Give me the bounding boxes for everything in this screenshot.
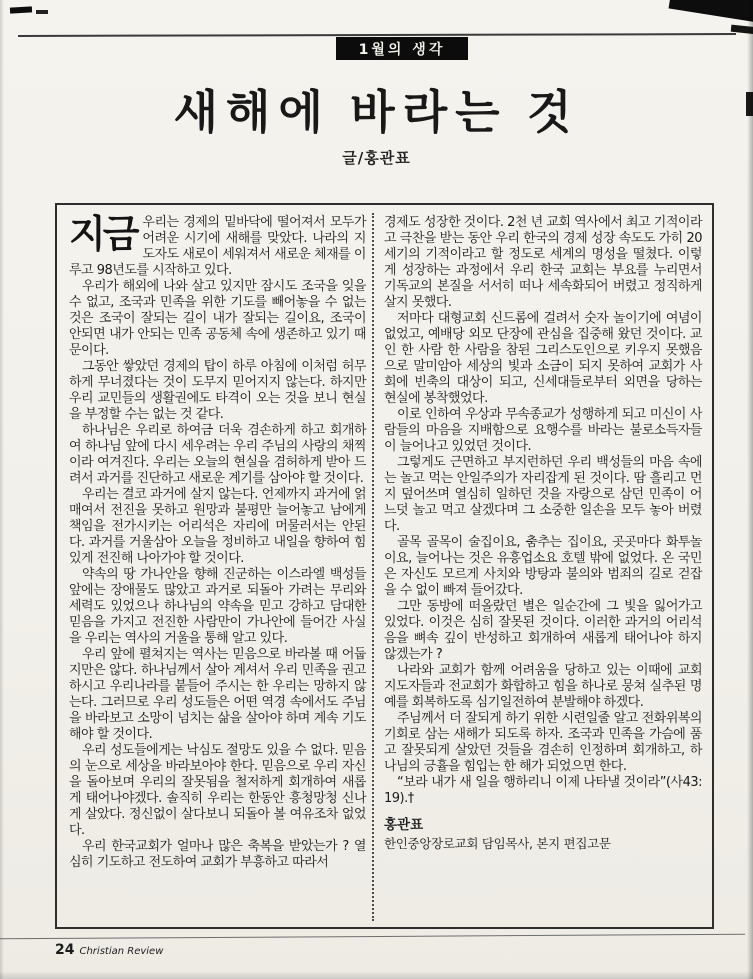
right-column: [375, 213, 704, 921]
section-badge-label: 1월의 생각: [358, 41, 446, 58]
section-badge: [336, 37, 468, 60]
page-number: 24: [55, 942, 75, 958]
dropcap: 지금: [69, 212, 137, 256]
scan-edge-shadow: [0, 971, 753, 979]
paragraph: 이로 인하여 우상과 무속종교가 성행하게 되고 미신이 사람들의 마음을 지배함으로 요행수를 바라는 불로소득자들이 늘어나고 있었던 것이다.: [384, 407, 702, 454]
paragraph: 그동안 쌓았던 경제의 탑이 하루 아침에 이처럼 허무하게 무너졌다는 것이 도무지 믿어지지 않는다. 하지만 우리 교민들의 생활권에도 타격이 오는 것을 보니 현실을 부정할 수는 없는 것 같다.: [69, 359, 366, 422]
paragraph: 나라와 교회가 함께 어려움을 당하고 있는 이때에 교회 지도자들과 전교회가 화합하고 힘을 하나로 뭉쳐 실추된 명예를 회복하도록 심기일전하여 분발해야 하겠다.: [384, 663, 702, 710]
scan-artifact: [10, 6, 32, 13]
paragraph-text: 우리는 경제의 밑바닥에 떨어져서 모두가 어려운 시기에 새해를 맞았다. 나라의 지도자도 새로이 세워져서 새로운 체재를 이루고 98년도를 시작하고 있다.: [69, 215, 366, 278]
author-bio: 한인중앙장로교회 담임목사, 본지 편집고문: [384, 836, 611, 851]
byline: 글/홍관표: [342, 149, 411, 167]
magazine-name: Christian Review: [79, 946, 164, 957]
paragraph: 우리 한국교회가 얼마나 많은 축복을 받았는가 ? 열심히 기도하고 전도하여 교회가 부흥하고 따라서: [69, 839, 366, 870]
author-block: [384, 817, 702, 852]
author-name: 홍관표: [384, 817, 424, 833]
paragraph: 우리가 해외에 나와 살고 있지만 잠시도 조국을 잊을 수 없고, 조국과 민족을 위한 기도를 빼어놓을 수 없는 것은 조국이 잘되는 길이 내가 잘되는 길이요, 조국이 안되면 내가 안되는 민족 공동체 속에 생존하고 있기 때문이다.: [69, 279, 366, 358]
column-divider: [372, 213, 374, 921]
scan-artifact: [669, 0, 753, 23]
paragraph: 그만 동방에 떠올랐던 별은 일순간에 그 빛을 잃어가고 있었다. 이것은 심히 잘못된 것이다. 이러한 과거의 어리석음을 뼈속 깊이 반성하고 회개하여 새롭게 태어나야 하지 않겠는가 ?: [384, 599, 702, 662]
article-title: 새해에 바라는 것: [173, 87, 580, 138]
paragraph: 저마다 대형교회 신드롬에 걸려서 숫자 놀이기에 여념이 없었고, 예배당 외모 단장에 관심을 집중해 왔던 것이다. 교인 한 사람 한 사람을 참된 그리스도인으로 키우지 못했음으로 말미암아 세상의 빛과 소금이 되지 못하여 교회가 사회에 빈축의 대상이 되고, 신세대들로부터 외면을 당하는 현실에 봉착했었다.: [384, 311, 702, 406]
paragraph: 하나님은 우리로 하여금 더욱 겸손하게 하고 회개하여 하나님 앞에 다시 세우려는 우리 주님의 사랑의 채찍이라 여겨진다. 우리는 오늘의 현실을 겸허하게 받아 드려서 과거를 진단하고 새로운 계기를 삼아야 할 것이다.: [69, 423, 366, 486]
paragraph: 약속의 땅 가나안을 향해 진군하는 이스라엘 백성들 앞에는 장애물도 많았고 과거로 되돌아 가려는 무리와 세력도 있었으나 하나님의 약속을 믿고 강하고 담대한 믿음을 가지고 전진한 사람만이 가나안에 들어간 사실을 우리는 역사의 거울을 통해 알고 있다.: [69, 567, 366, 646]
scan-artifact: [36, 10, 48, 14]
scripture-quote: “보라 내가 새 일을 행하리니 이제 나타낼 것이라”(사43:19).†: [384, 775, 702, 806]
paragraph: 주님께서 더 잘되게 하기 위한 시련일줄 알고 전화위복의 기회로 삼는 새해가 되도록 하자. 조국과 민족을 가슴에 품고 잘못되게 살았던 것들을 겸손히 인정하며 회개하고, 하나님의 긍휼을 힘입는 한 해가 되었으면 한다.: [384, 711, 702, 774]
paragraph: 골목 골목이 술집이요, 춤추는 집이요, 곳곳마다 화투놀이요, 늘어나는 것은 유흥업소요 호텔 밖에 없었다. 온 국민은 자신도 모르게 사치와 방탕과 불의와 범죄의 길로 걷잡을 수 없이 빠져 들어갔다.: [384, 535, 702, 598]
paragraph: 우리 성도들에게는 낙심도 절망도 있을 수 없다. 믿음의 눈으로 세상을 바라보아야 한다. 믿음으로 우리 자신을 돌아보며 우리의 잘못됨을 철저하게 회개하여 새롭게 태어나야겠다. 솔직히 우리는 한동안 흥청망청 신나게 살았다. 정신없이 살다보니 되돌아 볼 여유조차 없었다.: [69, 743, 366, 838]
paragraph: [69, 212, 366, 279]
paragraph: 그렇게도 근면하고 부지런하던 우리 백성들의 마음 속에는 놀고 먹는 안일주의가 자리잡게 된 것이다. 땀 흘리고 먼지 덮어쓰며 열심히 일하던 것을 자랑으로 삼던 민족이 어느덧 놀고 먹고 살겠다며 그 소중한 일손을 모두 놓아 버렸다.: [384, 455, 702, 534]
paragraph: 우리는 결코 과거에 살지 않는다. 언제까지 과거에 얽매여서 전진을 못하고 원망과 불평만 늘어놓고 남에게 책임을 전가시키는 어리석은 자리에 머물러서는 안된다. 과거를 거울삼아 오늘을 정비하고 내일을 향하여 힘있게 전진해 나아가야 할 것이다.: [69, 487, 366, 566]
left-column: [65, 213, 371, 921]
scan-line: [0, 934, 745, 940]
paragraph: 경제도 성장한 것이다. 2천 년 교회 역사에서 최고 기적이라고 극찬을 받는 동안 우리 한국의 경제 성장 속도도 가히 20세기의 기적이라고 할 정도로 세계의 명성을 떨쳤다. 이렇게 성장하는 과정에서 우리 한국 교회는 부요를 누리면서 기독교의 본질을 서서히 떠나 세속화되어 버렸고 정직하게 살지 못했다.: [384, 215, 702, 310]
paragraph: 우리 앞에 펼쳐지는 역사는 믿음으로 바라볼 때 어둡지만은 않다. 하나님께서 살아 계셔서 우리 민족을 권고하시고 우리나라를 붙들어 주시는 한 우리는 망하지 않는다. 그러므로 우리 성도들은 어떤 역경 속에서도 주님을 바라보고 소망이 넘치는 삶을 살아야 하며 계속 기도해야 할 것이다.: [69, 647, 366, 742]
article-body-box: [55, 203, 714, 929]
page-footer: [55, 942, 163, 958]
